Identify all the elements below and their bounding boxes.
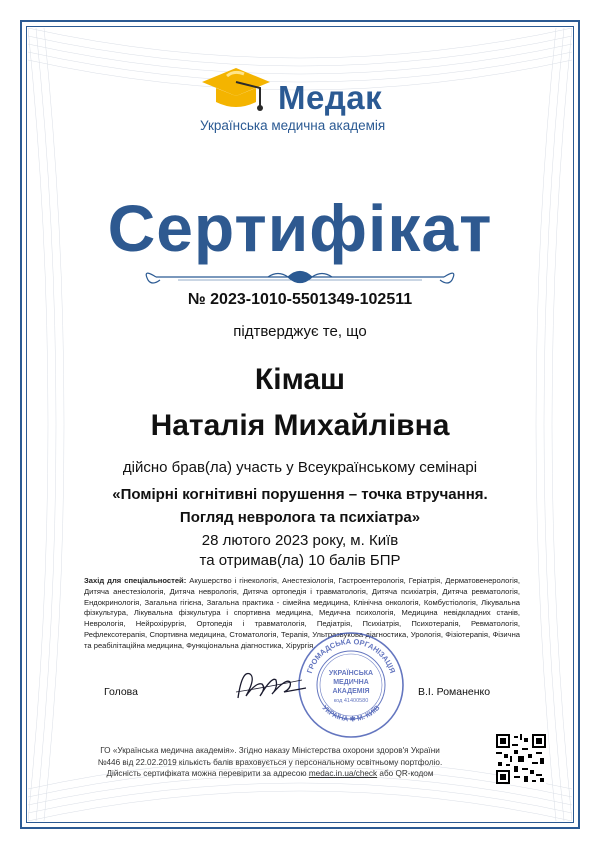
qr-code[interactable] <box>496 734 546 784</box>
signatory-name: В.І. Романенко <box>418 686 491 698</box>
stamp-outer-text: ГРОМАДСЬКА ОРГАНІЗАЦІЯ <box>304 636 398 675</box>
footer-line1: ГО «Українська медична академія». Згідно наказу Міністерства охорони здоров'я України <box>100 746 440 755</box>
confirm-text: підтверджує те, що <box>233 323 367 340</box>
specialties-label: Захід для спеціальностей: <box>84 576 187 585</box>
certificate-number: № 2023-1010-5501349-102511 <box>187 291 413 308</box>
ornament-divider <box>138 266 462 288</box>
footer-line2: №446 від 22.02.2019 кількість балів враховується у персональному освітньому портфоліо. <box>97 757 443 767</box>
stamp-line3: АКАДЕМІЯ <box>332 688 370 695</box>
event-title-line2: Погляд невролога та психіатра» <box>179 509 421 526</box>
chairman-label: Голова <box>104 686 138 698</box>
organization-stamp <box>296 630 406 740</box>
verify-link[interactable]: medac.in.ua/check <box>308 769 378 778</box>
recipient-surname: Кімаш <box>254 363 346 396</box>
logo-name: Медак <box>278 79 383 116</box>
footer-text <box>70 745 470 780</box>
footer-line3-suffix: або QR-кодом <box>377 769 434 778</box>
event-date-place: 28 лютого 2023 року, м. Київ <box>201 532 399 549</box>
footer-line3 <box>70 768 470 780</box>
participation-text: дійсно брав(ла) участь у Всеукраїнському семінарі <box>122 459 478 476</box>
stamp-line1: УКРАЇНСЬКА <box>328 670 374 677</box>
recipient-given-names: Наталія Михайлівна <box>150 409 450 442</box>
footer-line3-prefix: Дійсність сертифіката можна перевірити за адресою <box>106 769 309 778</box>
medak-logo <box>200 62 420 142</box>
signature-scribble <box>232 662 312 706</box>
logo-subtitle: Українська медична академія <box>200 118 386 133</box>
specialties-list: Акушерство і гінекологія, Анестезіологія, Гастроентерологія, Геріатрія, Дерматовенерологія, Дитяча анестезіологія, Дитяча неврологія, Дитяча ортопедія і травматологія, Дитяча психіатрія, Дитяча ревматологія, Ендокринологія, Загальна гігієна, Загальна практика - сімейна медицина, Клінічна онкологія, Комбустіологія, Лікувальна фізкультура, Лікувальна фізкультура і спортивна медицина, Медична психологія, Медицина невідкладних станів, Неврологія, Нейрохірургія, Ортопедія і травматологія, Педіатрія, Психіатрія, Психотерапія, Ревматологія, Рефлексотерапія, Спортивна медицина, Стоматологія, Терапія, Ультразвукова діагностика, Урологія, Фізіотерапія, Фізична та реабілітаційна медицина, Функціональна діагностика, Хірургія. <box>84 576 520 650</box>
certificate-title: Сертифікат <box>107 191 493 265</box>
stamp-bottom-text: УКРАЇНА ✱ М. КИЇВ <box>320 704 382 724</box>
graduation-cap-icon <box>200 66 272 116</box>
points-text: та отримав(ла) 10 балів БПР <box>199 552 401 569</box>
stamp-line2: МЕДИЧНА <box>333 679 369 686</box>
event-title-line1: «Помірні когнітивні порушення – точка втручання. <box>112 486 488 503</box>
stamp-code: код 41400580 <box>333 698 369 704</box>
